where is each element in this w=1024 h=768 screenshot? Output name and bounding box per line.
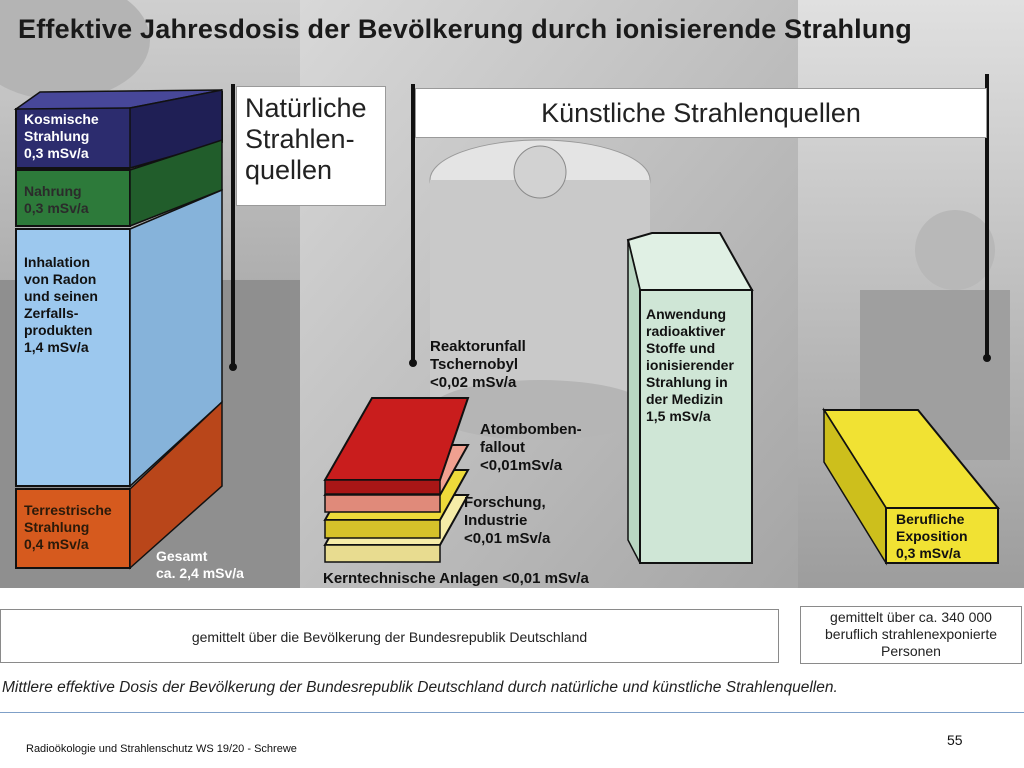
natural-sources-header-text: Natürliche Strahlen- quellen [245,93,367,185]
page-number: 55 [947,732,963,748]
page-title: Effektive Jahresdosis der Bevölkerung durch ionisierende Strahlung [18,14,912,44]
footnote-workers: gemittelt über ca. 340 000 beruflich strahlenexponierte Personen [800,606,1022,664]
artificial-sources-header: Künstliche Strahlenquellen [415,88,987,138]
label-atombomben: Atombomben- fallout <0,01mSv/a [480,421,582,474]
label-medizin: Anwendung radioaktiver Stoffe und ionisierender Strahlung in der Medizin 1,5 mSv/a [646,306,734,424]
label-gesamt: Gesamt ca. 2,4 mSv/a [156,548,244,581]
label-forschung: Forschung, Industrie <0,01 mSv/a [464,494,551,547]
label-kosmisch: Kosmische Strahlung 0,3 mSv/a [24,111,99,161]
natural-sources-header [236,86,386,206]
label-radon: Inhalation von Radon und seinen Zerfalls- produkten 1,4 mSv/a [24,254,98,355]
label-kerntechnisch: Kerntechnische Anlagen <0,01 mSv/a [323,570,589,587]
label-nahrung: Nahrung 0,3 mSv/a [24,183,89,216]
figure-caption: Mittlere effektive Dosis der Bevölkerung der Bundesrepublik Deutschland durch natürliche und künstliche Strahlenquellen. [2,679,838,696]
label-beruflich: Berufliche Exposition 0,3 mSv/a [896,511,968,561]
footnote-population: gemittelt über die Bevölkerung der Bundesrepublik Deutschland [0,609,779,663]
label-terrestrisch: Terrestrische Strahlung 0,4 mSv/a [24,502,112,552]
label-tschernobyl: Reaktorunfall Tschernobyl <0,02 mSv/a [430,338,526,391]
slide-footer: Radioökologie und Strahlenschutz WS 19/20 - Schrewe [26,743,297,755]
divider [0,712,1024,713]
